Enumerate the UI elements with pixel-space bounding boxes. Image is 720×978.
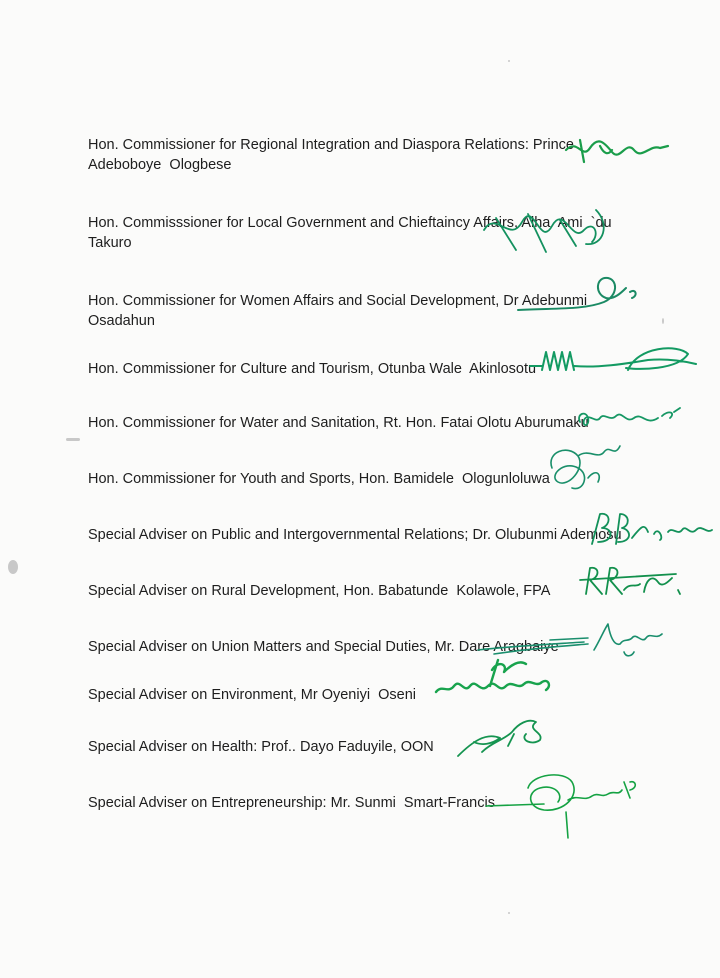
signatory-title: Hon. Commissioner for Regional Integration and Diaspora Relations: Prince Adeboboye Ologbese — [88, 137, 574, 173]
signatory-entry-4 — [88, 359, 536, 379]
signature-1 — [560, 132, 672, 166]
signature-3 — [514, 270, 644, 326]
signatory-title: Hon. Commissioner for Culture and Tourism, Otunba Wale Akinlosotu — [88, 361, 537, 377]
signatory-entry-12 — [88, 793, 495, 813]
signature-8 — [578, 560, 688, 600]
signature-2 — [476, 200, 616, 262]
signature-stroke — [530, 348, 696, 370]
signatory-title: Hon. Commissioner for Water and Sanitation, Rt. Hon. Fatai Olotu Aburumaku — [88, 415, 589, 431]
signature-stroke — [580, 568, 680, 594]
signatory-title: Special Adviser on Health: Prof.. Dayo Faduyile, OON — [88, 739, 434, 755]
signature-5 — [574, 404, 684, 436]
signatory-title: Special Adviser on Environment, Mr Oyeniyi Oseni — [88, 687, 416, 703]
signature-stroke — [486, 775, 635, 838]
signature-10 — [432, 650, 560, 704]
signature-stroke — [579, 408, 680, 425]
signature-6 — [538, 438, 634, 498]
signatory-entry-3 — [88, 291, 587, 331]
signatory-title: Special Adviser on Union Matters and Special Duties, Mr. Dare Aragbaiye — [88, 639, 559, 655]
signature-7 — [588, 508, 716, 550]
signature-stroke — [458, 721, 541, 756]
signature-stroke — [592, 514, 712, 544]
signature-stroke — [551, 446, 620, 489]
signatory-title: Hon. Commissioner for Women Affairs and Social Development, Dr Adebunmi Osadahun — [88, 293, 588, 329]
signatory-entry-1 — [88, 135, 574, 175]
scan-speck — [508, 60, 510, 62]
signatory-title: Special Adviser on Public and Intergovernmental Relations; Dr. Olubunmi Ademosu — [88, 527, 622, 543]
signature-stroke — [566, 140, 668, 162]
signatory-title: Hon. Commisssioner for Local Government and Chieftaincy Affairs, Alha Ami `du Takuro — [88, 215, 612, 251]
signatory-entry-10 — [88, 685, 416, 705]
signatory-entry-5 — [88, 413, 589, 433]
signatory-entry-11 — [88, 737, 434, 757]
signature-stroke — [436, 660, 549, 692]
scan-speck — [66, 438, 80, 441]
signatory-title: Special Adviser on Entrepreneurship: Mr. Sunmi Smart-Francis — [88, 795, 495, 811]
signature-11 — [452, 712, 552, 764]
signatory-title: Hon. Commissioner for Youth and Sports, Hon. Bamidele Ologunloluwa — [88, 471, 550, 487]
scan-speck — [662, 318, 664, 324]
signatory-entry-8 — [88, 581, 550, 601]
signature-12 — [484, 768, 644, 842]
scan-speck — [508, 912, 510, 914]
signature-stroke — [518, 278, 636, 310]
signature-stroke — [484, 210, 604, 252]
scan-speck — [8, 560, 18, 574]
signatory-entry-7 — [88, 525, 622, 545]
signatory-title: Special Adviser on Rural Development, Hon. Babatunde Kolawole, FPA — [88, 583, 551, 599]
signature-4 — [528, 340, 700, 380]
signatory-entry-6 — [88, 469, 550, 489]
